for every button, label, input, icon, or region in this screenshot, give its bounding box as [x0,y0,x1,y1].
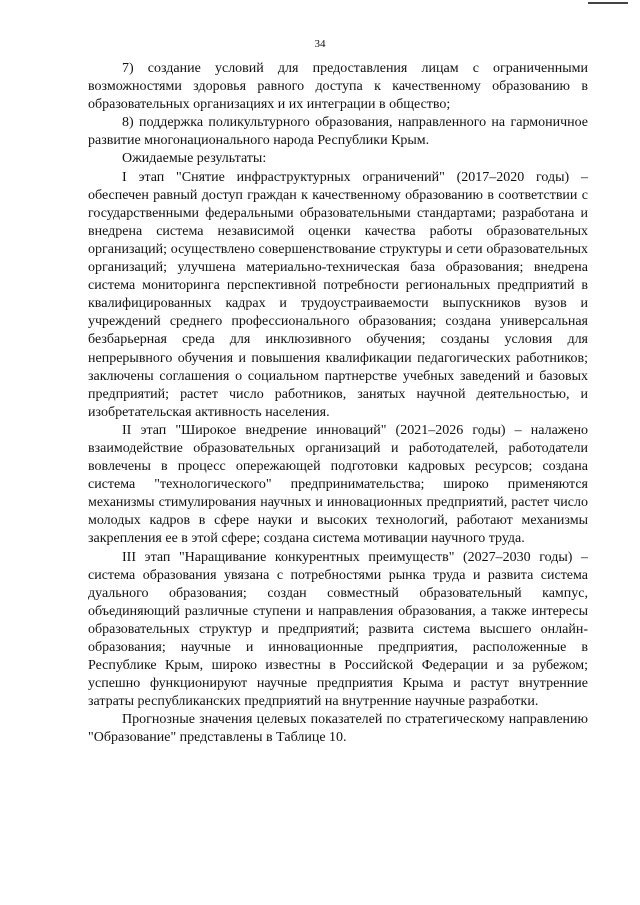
paragraph-stage-1: I этап "Снятие инфраструктурных ограничений" (2017–2020 годы) – обеспечен равный доступ граждан к качественному образованию в соответствии с государственными федеральными образовательными стандартами; разработана и внедрена система независимой оценки качества работы образовательных организаций; осуществлено совершенствование структуры и сети образовательных организаций; улучшена материально-техническая база образования; внедрена система мониторинга перспективной потребности региональных предприятий в квалифицированных кадрах и трудоустраиваемости выпускников вузов и учреждений среднего профессионального образования; создана универсальная безбарьерная среда для инклюзивного обучения; созданы условия для непрерывного обучения и повышения квалификации педагогических работников; заключены соглашения о социальном партнерстве учебных заведений и базовых предприятий; растет число работников, занятых научной деятельностью, и изобретательская активность населения. [88,169,588,420]
page-number: 34 [314,38,326,50]
document-body [88,60,588,748]
scan-edge-mark [588,2,628,4]
paragraph-expected-results: Ожидаемые результаты: [122,151,267,167]
paragraph-item-7: 7) создание условий для предоставления лицам с ограниченными возможностями здоровья равного доступа к качественному образованию в образовательных организациях и их интеграции в общество; [88,61,588,113]
paragraph-stage-2: II этап "Широкое внедрение инноваций" (2021–2026 годы) – налажено взаимодействие образовательных организаций и работодателей, работодатели вовлечены в процесс опережающей подготовки кадровых ресурсов; создана система "технологического" предпринимательства; широко применяются механизмы стимулирования научных и инновационных предприятий, растет число молодых кадров в сфере науки и высоких технологий, работают механизмы закрепления ее в этой сфере; создана система мотивации научного труда. [88,422,588,547]
paragraph-stage-3: III этап "Наращивание конкурентных преимуществ" (2027–2030 годы) – система образования увязана с потребностями рынка труда и развита система дуального образования; создан совместный образовательный кампус, объединяющий различные ступени и направления образования, а также интересы образовательных структур и предприятий; развита система высшего онлайн-образования; научные и инновационные предприятия, расположенные в Республике Крым, широко известны в Российской Федерации и за рубежом; успешно функционируют научные предприятия Крыма и растут внутренние затраты республиканских предприятий на внутренние научные разработки. [88,549,588,710]
paragraph-item-8: 8) поддержка поликультурного образования, направленного на гармоничное развитие многонационального народа Республики Крым. [88,115,588,149]
paragraph-forecast: Прогнозные значения целевых показателей по стратегическому направлению "Образование" представлены в Таблице 10. [88,712,588,746]
